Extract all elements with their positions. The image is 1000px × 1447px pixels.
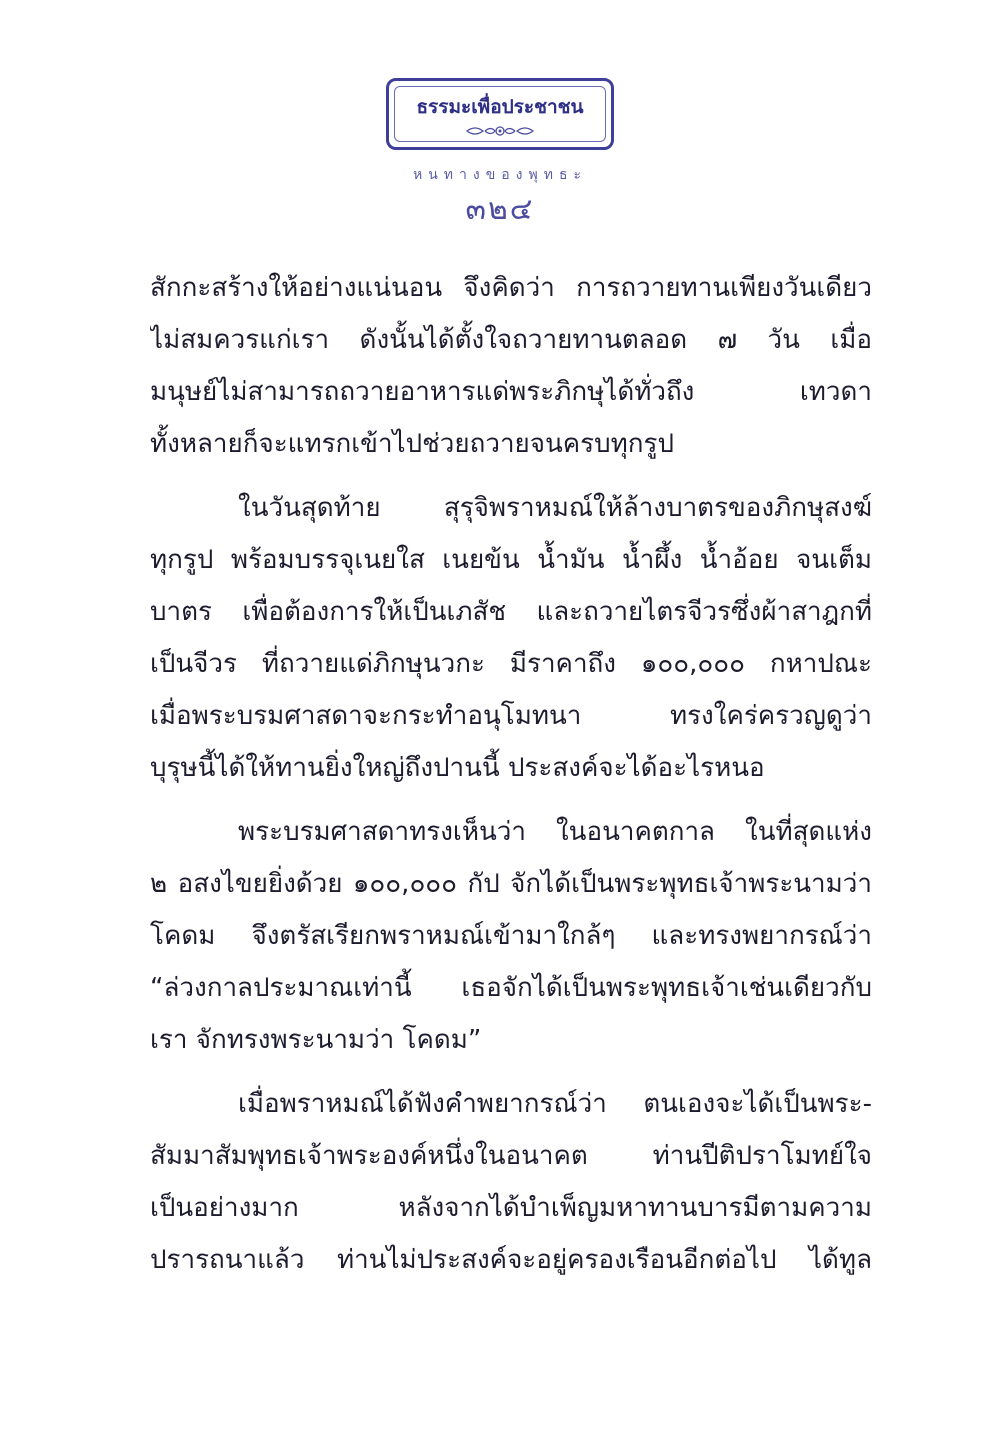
text-line: พระบรมศาสดาทรงเห็นว่า ในอนาคตกาล ในที่สุดแห่ง xyxy=(238,817,872,847)
book-subtitle: หนทางของพุทธะ xyxy=(412,167,588,183)
logo-text: ธรรมะเพื่อประชาชน xyxy=(416,96,584,118)
text-line: ไม่สมควรแก่เรา ดังนั้นได้ตั้งใจถวายทานตลอด ๗ วัน เมื่อ xyxy=(150,325,872,355)
logo-frame xyxy=(386,78,614,150)
paragraph xyxy=(150,262,872,470)
body-text xyxy=(150,262,872,1298)
text-line: สัมมาสัมพุทธเจ้าพระองค์หนึ่งในอนาคต ท่านปีติปราโมทย์ใจ xyxy=(150,1141,872,1171)
text-line: บุรุษนี้ได้ให้ทานยิ่งใหญ่ถึงปานนี้ ประสงค์จะได้อะไรหนอ xyxy=(150,753,765,783)
text-line: ๒ อสงไขยยิ่งด้วย ๑๐๐,๐๐๐ กัป จักได้เป็นพระพุทธเจ้าพระนามว่า xyxy=(150,869,872,899)
text-line: ปรารถนาแล้ว ท่านไม่ประสงค์จะอยู่ครองเรือนอีกต่อไป ได้ทูล xyxy=(150,1245,872,1275)
text-line: ทุกรูป พร้อมบรรจุเนยใส เนยข้น น้ำมัน น้ำผึ้ง น้ำอ้อย จนเต็ม xyxy=(150,545,872,575)
page-header xyxy=(0,78,1000,228)
paragraph xyxy=(150,482,872,794)
text-line: บาตร เพื่อต้องการให้เป็นเภสัช และถวายไตรจีวรซึ่งผ้าสาฎกที่ xyxy=(150,597,872,627)
text-line: โคดม จึงตรัสเรียกพราหมณ์เข้ามาใกล้ๆ และทรงพยากรณ์ว่า xyxy=(150,921,872,951)
text-line: เป็นอย่างมาก หลังจากได้บำเพ็ญมหาทานบารมีตามความ xyxy=(150,1193,872,1223)
text-line: เมื่อพระบรมศาสดาจะกระทำอนุโมทนา ทรงใคร่ครวญดูว่า xyxy=(150,701,872,731)
text-line: ในวันสุดท้าย สุรุจิพราหมณ์ให้ล้างบาตรของภิกษุสงฆ์ xyxy=(238,493,872,523)
text-line: “ล่วงกาลประมาณเท่านี้ เธอจักได้เป็นพระพุทธเจ้าเช่นเดียวกับ xyxy=(150,973,872,1003)
text-line: มนุษย์ไม่สามารถถวายอาหารแด่พระภิกษุได้ทั่วถึง เทวดา xyxy=(150,377,872,407)
ornament-icon xyxy=(389,123,611,137)
text-line: เรา จักทรงพระนามว่า โคดม” xyxy=(150,1025,482,1055)
text-line: ทั้งหลายก็จะแทรกเข้าไปช่วยถวายจนครบทุกรูป xyxy=(150,429,674,459)
paragraph xyxy=(150,1078,872,1286)
paragraph xyxy=(150,806,872,1066)
text-line: สักกะสร้างให้อย่างแน่นอน จึงคิดว่า การถวายทานเพียงวันเดียว xyxy=(150,273,872,303)
text-line: เป็นจีวร ที่ถวายแด่ภิกษุนวกะ มีราคาถึง ๑๐๐,๐๐๐ กหาปณะ xyxy=(150,649,872,679)
page-number: ๓๒๔ xyxy=(465,192,535,227)
text-line: เมื่อพราหมณ์ได้ฟังคำพยากรณ์ว่า ตนเองจะได้เป็นพระ- xyxy=(238,1089,872,1119)
